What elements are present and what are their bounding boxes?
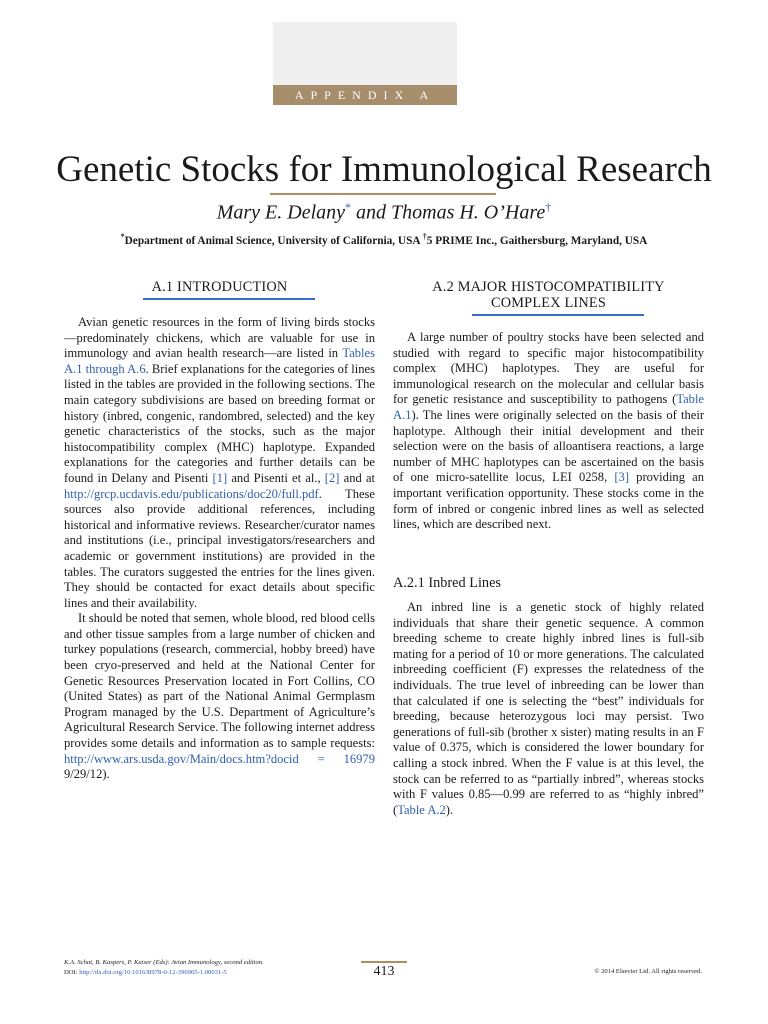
introduction-heading-rule bbox=[143, 298, 315, 300]
intro-paragraph-1: Avian genetic resources in the form of living birds stocks—predominately chickens, which are valuable for use in immunology and avian health research—are listed in Tables A.1 through A.6. Brief explanations for the categories of lines listed in the tables are provided in the following sections. The main category subdivisions are based on breeding format or history (inbred, congenic, randombred, selected) and the key genetic characteristics of the stocks, such as the major histocompatibility complex (MHC) haplotype. Expanded explanations for the categories and further details can be found in Delany and Pisenti [1] and Pisenti et al., [2] and at http://grcp.ucdavis.edu/publications/doc20/full.pdf. These sources also provide additional references, including historical and informative reviews. Researcher/curator names and institutions (i.e., principal investigators/researchers and academic or government institutions) are provided in the tables. The curators suggested the entries for the lines given. They should be contacted for exact details about specific lines and their availability. bbox=[64, 315, 375, 610]
subsection-heading-inbred-lines: A.2.1 Inbred Lines bbox=[393, 575, 501, 591]
link-tables-a1-a6[interactable]: Tables A.1 through A.6 bbox=[64, 346, 375, 376]
page-number: 413 bbox=[373, 964, 395, 979]
link-grcp-url[interactable]: http://grcp.ucdavis.edu/publications/doc20/full.pdf bbox=[64, 486, 319, 501]
section-heading-mhc-lines bbox=[393, 279, 704, 311]
link-table-a2[interactable]: Table A.2 bbox=[397, 802, 446, 817]
doi-link[interactable]: http://dx.doi.org/10.1016/B978-0-12-396965-1.00031-5 bbox=[79, 969, 227, 976]
intro-paragraph-2: It should be noted that semen, whole blood, red blood cells and other tissue samples from a large number of chicken and turkey populations (research, commercial, hobby breed) have been cryo-preserved and held at the National Center for Genetic Resources Preservation located in Fort Collins, CO (United States) as part of the National Animal Germplasm Program managed by the U.S. Department of Agriculture’s Agricultural Research Service. The following internet address provides some details and information as to sample requests: http://www.ars.usda.gov/Main/docs.htm?docid = 16979 9/29/12). bbox=[64, 611, 375, 782]
inbred-paragraph: An inbred line is a genetic stock of highly related individuals that share their genetic sequence. A common breeding scheme to create highly inbred lines is full-sib mating for a period of 10 or more generations. The calculated inbreeding coefficient (F) expresses the relatedness of the individuals. The true level of inbreeding can be lower than that calculated if one is selecting the “best” individuals for breeding, because heterozygous loci may persist. Two generations of full-sib (brother x sister) mating results in an F value of 0.375, which is considered the lower boundary for calling a stock inbred. When the F value is at this level, the stock can be referred to as “partially inbred”, whereas stocks with F values 0.85—0.99 are referred to as “highly inbred” (Table A.2). bbox=[393, 600, 704, 817]
inbred-lines-text bbox=[393, 600, 704, 818]
mhc-heading-rule bbox=[472, 314, 644, 316]
link-table-a1[interactable]: Table A.1 bbox=[393, 392, 704, 422]
affil1-mark: * bbox=[120, 232, 125, 241]
chapter-title: Genetic Stocks for Immunological Research bbox=[56, 149, 712, 190]
doi-label: DOI: bbox=[64, 969, 80, 976]
authors-line bbox=[0, 200, 768, 225]
title-divider bbox=[270, 193, 496, 195]
footer-citation-block bbox=[64, 958, 264, 978]
affil2-mark: † bbox=[422, 232, 427, 241]
affiliations-line bbox=[0, 232, 768, 247]
section-heading-introduction: A.1 INTRODUCTION bbox=[151, 279, 288, 295]
link-ref-3[interactable]: [3] bbox=[614, 470, 630, 485]
author2-footnote-mark[interactable]: † bbox=[545, 200, 552, 214]
link-usda-url[interactable]: http://www.ars.usda.gov/Main/docs.htm?docid = 16979 bbox=[64, 751, 375, 766]
author1-footnote-mark[interactable]: * bbox=[345, 200, 352, 214]
authors-conjunction: and bbox=[351, 201, 392, 224]
link-ref-1[interactable]: [1] bbox=[212, 470, 228, 485]
mhc-paragraph: A large number of poultry stocks have been selected and studied with regard to specific major histocompatibility complex (MHC) haplotypes. They are useful for immunological research on the molecular and cellular basis for genetic resistance and susceptibility to pathogens (Table A.1). The lines were originally selected on the basis of their haplotype. Although their initial development and their selection were on the basis of alloantisera reactions, a large number of MHC haplotypes can be ascertained on the basis of one micro-satellite locus, LEI 0258, [3] providing an important verification opportunity. These stocks come in the form of inbred or congenic inbred lines as well as selected lines, which are described next. bbox=[393, 330, 704, 532]
page-number-rule bbox=[361, 961, 407, 963]
author-ohare: Thomas H. O’Hare bbox=[391, 201, 546, 224]
affiliation-5prime: 5 PRIME Inc., Gaithersburg, Maryland, USA bbox=[426, 234, 648, 247]
appendix-label: APPENDIX A bbox=[273, 85, 457, 105]
appendix-header-box bbox=[273, 22, 457, 105]
doi-line bbox=[64, 968, 264, 978]
affiliation-ucdavis: Department of Animal Science, University of California, USA bbox=[124, 234, 423, 247]
author-delany: Mary E. Delany bbox=[216, 201, 346, 224]
mhc-heading-line1: A.2 MAJOR HISTOCOMPATIBILITY bbox=[432, 279, 665, 295]
right-column-text bbox=[393, 330, 704, 533]
left-column-text bbox=[64, 315, 375, 783]
link-ref-2[interactable]: [2] bbox=[324, 470, 340, 485]
mhc-heading-line2: COMPLEX LINES bbox=[491, 295, 606, 311]
book-citation: K.A. Schat, B. Kaspers, P. Kaiser (Eds): Avian Immunology, second edition. bbox=[64, 959, 264, 966]
copyright-notice: © 2014 Elsevier Ltd. All rights reserved. bbox=[594, 968, 702, 975]
